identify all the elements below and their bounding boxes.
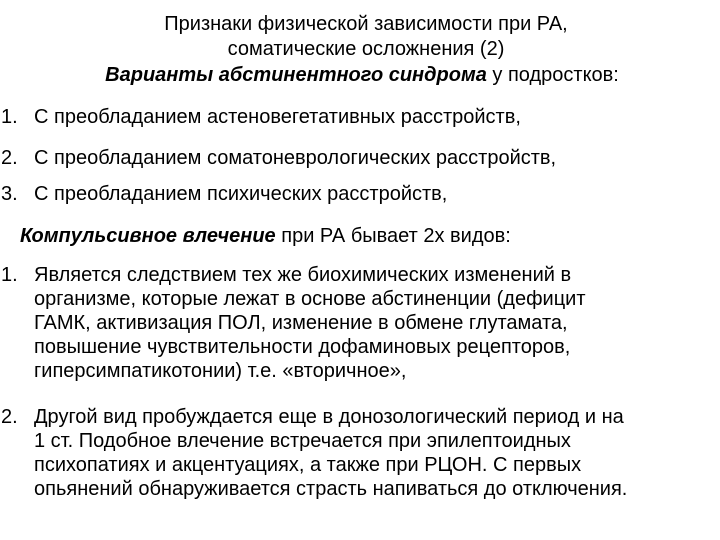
subtitle-emphasis: Варианты абстинентного синдрома bbox=[105, 64, 487, 86]
variant-text: С преобладанием психических расстройств, bbox=[34, 183, 448, 205]
type-text-line: 1 ст. Подобное влечение встречается при эпилептоидных bbox=[34, 430, 571, 452]
type-text-line: Является следствием тех же биохимических изменений в bbox=[34, 264, 572, 286]
type-text-line: ГАМК, активизация ПОЛ, изменение в обмене глутамата, bbox=[34, 312, 568, 334]
type-text-line: Другой вид пробуждается еще в донозологический период и на bbox=[34, 406, 624, 428]
variant-number: 3. bbox=[1, 183, 18, 205]
type-text-line: повышение чувствительности дофаминовых рецепторов, bbox=[34, 336, 571, 358]
variant-number: 1. bbox=[1, 106, 18, 128]
type-text-line: гиперсимпатикотонии) т.е. «вторичное», bbox=[34, 360, 407, 382]
subtitle bbox=[2, 64, 720, 86]
section-emphasis: Компульсивное влечение bbox=[20, 225, 276, 247]
variant-text: С преобладанием соматоневрологических расстройств, bbox=[34, 147, 557, 169]
type-number: 2. bbox=[1, 406, 18, 428]
type-text-line: организме, которые лежат в основе абстиненции (дефицит bbox=[34, 288, 586, 310]
variant-number: 2. bbox=[1, 147, 18, 169]
section-heading bbox=[20, 224, 511, 248]
slide-title-line-2: соматические осложнения (2) bbox=[227, 38, 505, 60]
section-rest: при РА бывает 2х видов: bbox=[275, 225, 511, 247]
subtitle-rest: у подростков: bbox=[486, 64, 619, 86]
type-text-line: психопатиях и акцентуациях, а также при РЦОН. С первых bbox=[34, 454, 582, 476]
slide-title-line-1: Признаки физической зависимости при РА, bbox=[164, 13, 568, 35]
variant-text: С преобладанием астеновегетативных расстройств, bbox=[34, 106, 521, 128]
type-number: 1. bbox=[1, 264, 18, 286]
type-text-line: опьянений обнаруживается страсть напиваться до отключения. bbox=[34, 478, 628, 500]
